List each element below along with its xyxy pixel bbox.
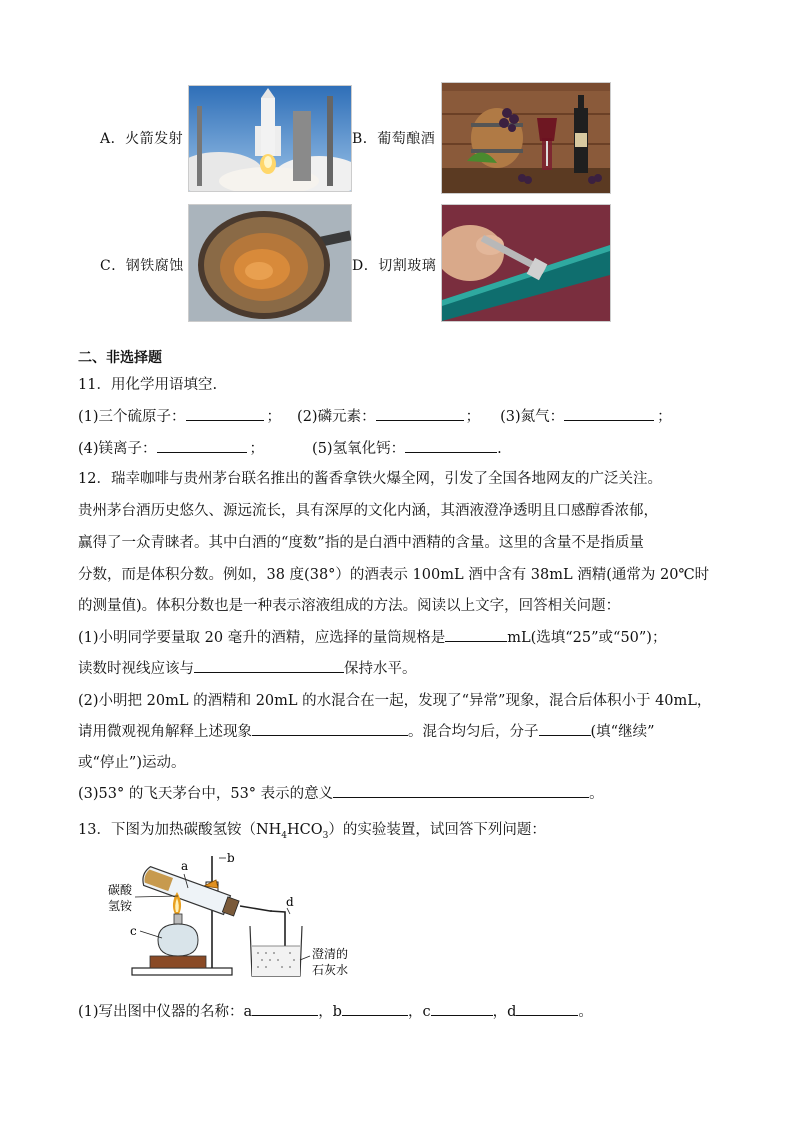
label-d: d — [286, 895, 294, 909]
label-nh4hco3-2: 氢铵 — [108, 899, 133, 913]
q12-blank-meaning[interactable] — [333, 783, 589, 798]
q11-stem: 11．用化学用语填空. — [78, 377, 218, 393]
q12-sub2-line-2: 请用微观视角解释上述现象 。混合均匀后，分子 (填“继续” — [78, 720, 654, 741]
q11-blank-4[interactable] — [157, 438, 247, 453]
option-c-label: C．钢铁腐蚀 — [100, 258, 184, 274]
label-a: a — [181, 859, 189, 873]
q11-part-4: (4)镁离子： — [78, 441, 157, 457]
q11-row-2: (4)镁离子： ； (5)氢氧化钙： . — [78, 437, 502, 458]
q12-line-2: 贵州茅台酒历史悠久、源远流长，具有深厚的文化内涵，其酒液澄净透明且口感醇香浓郁， — [78, 503, 658, 519]
q12-blank-motion[interactable] — [539, 721, 591, 736]
q11-blank-2[interactable] — [376, 406, 464, 421]
label-b: b — [227, 851, 235, 865]
q13-blank-a[interactable] — [252, 1001, 318, 1016]
q11-part-2: (2)磷元素： — [297, 409, 376, 425]
stand-base — [132, 968, 232, 975]
grape-wine-image — [441, 82, 611, 194]
q12-sub1-line-2: 读数时视线应该与 保持水平。 — [78, 657, 417, 678]
q11-blank-1[interactable] — [186, 406, 264, 421]
rocket-launch-image — [188, 85, 352, 192]
q11-part-1: (1)三个硫原子： — [78, 409, 186, 425]
q12-sub3-line: (3)53° 的飞天茅台中，53° 表示的意义 。 — [78, 782, 604, 803]
q13-blank-d[interactable] — [516, 1001, 578, 1016]
q12-blank-cylinder[interactable] — [445, 627, 507, 642]
q13-blank-c[interactable] — [431, 1001, 493, 1016]
q13-blank-b[interactable] — [342, 1001, 408, 1016]
q11-part-3: (3)氮气： — [500, 409, 565, 425]
label-limewater-2: 石灰水 — [312, 963, 349, 977]
q12-sub2-line-3: 或“停止”)运动。 — [78, 755, 186, 771]
q11-blank-5[interactable] — [405, 438, 497, 453]
q12-blank-sightline[interactable] — [194, 658, 344, 673]
rusty-pan-image — [188, 204, 352, 322]
q11-part-5: (5)氢氧化钙： — [312, 441, 406, 457]
q12-line-5: 的测量值)。体积分数也是一种表示溶液组成的方法。阅读以上文字，回答相关问题： — [78, 598, 621, 614]
label-c: c — [130, 924, 137, 938]
glass-cutting-image — [441, 204, 611, 322]
q12-line-4: 分数，而是体积分数。例如，38 度(38°）的酒表示 100mL 酒中含有 38mL 酒精(通常为 20℃时 — [78, 567, 710, 583]
q12-blank-micro[interactable] — [252, 721, 408, 736]
option-d-label: D．切割玻璃 — [352, 258, 437, 274]
label-nh4hco3-1: 碳酸 — [108, 883, 133, 897]
section-title: 二、非选择题 — [78, 350, 162, 366]
q12-sub2-line-1: (2)小明把 20mL 的酒精和 20mL 的水混合在一起，发现了“异常”现象，混合后体积小于 40mL， — [78, 693, 712, 709]
option-a-label: A．火箭发射 — [100, 131, 184, 147]
q13-sub1-line: (1)写出图中仪器的名称：a ，b ，c ，d 。 — [78, 1000, 593, 1021]
q13-stem: 13．下图为加热碳酸氢铵$(NH_4HCO_3)$的实验装置，试回答下列问题： — [78, 822, 546, 841]
label-limewater-1: 澄清的 — [312, 947, 349, 961]
option-b-label: B．葡萄酿酒 — [352, 131, 436, 147]
q11-row-1: (1)三个硫原子： ； (2)磷元素： ； (3)氮气： ； — [78, 405, 672, 426]
q12-sub1-line-1: (1)小明同学要量取 20 毫升的酒精，应选择的量筒规格是 mL(选填“25”或“50”)； — [78, 626, 666, 647]
q12-line-3: 赢得了一众青睐者。其中白酒的“度数”指的是白酒中酒精的含量。这里的含量不是指质量 — [78, 535, 644, 551]
test-tube — [140, 865, 239, 917]
q12-line-1: 12．瑞幸咖啡与贵州茅台联名推出的酱香拿铁火爆全网，引发了全国各地网友的广泛关注。 — [78, 471, 662, 487]
apparatus-diagram — [100, 848, 370, 983]
q11-blank-3[interactable] — [564, 406, 654, 421]
